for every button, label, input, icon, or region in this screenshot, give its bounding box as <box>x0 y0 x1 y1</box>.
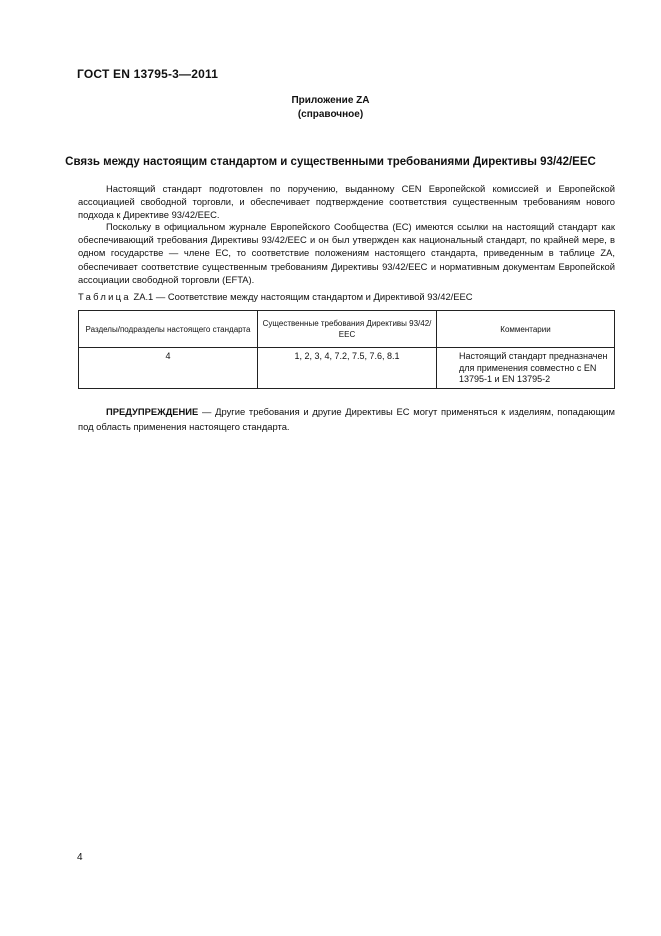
table-row <box>79 348 615 389</box>
document-header: ГОСТ EN 13795-3—2011 <box>77 67 219 81</box>
warning-label: ПРЕДУПРЕЖДЕНИЕ <box>106 406 199 417</box>
section-title: Связь между настоящим стандартом и существенными требованиями Директивы 93/42/ЕЕС <box>65 156 596 168</box>
warning-paragraph <box>78 405 615 434</box>
header-comments: Комментарии <box>437 311 615 348</box>
cell-comment: Настоящий стандарт предназначен для применения совместно с EN 13795-1 и EN 13795-2 <box>437 348 615 389</box>
paragraph-text: Поскольку в официальном журнале Европейского Сообщества (ЕС) имеются ссылки на настоящий стандарт как обеспечивающий требования Директивы 93/42/ЕЕС и он был утвержден как национальный стандарт, по крайней мере, в одном государстве — члене ЕС, то соответствие положениям настоящего стандарта, приведенным в таблице ZA, обеспечивает соответствие существенным требованиям Директивы 93/42/ЕЕС и нормативным документам Европейской ассоциации свободной торговли (EFTA). <box>78 221 615 285</box>
header-sections: Разделы/подразделы настоящего стандарта <box>79 311 258 348</box>
paragraph-text: Настоящий стандарт подготовлен по поручению, выданному CEN Европейской комиссией и Европейской ассоциацией свободной торговли, и обеспечивает подтверждение соответствия существенным требованиям нового подхода к Директиве 93/42/ЕЕС. <box>78 183 615 221</box>
warning-text: — Другие требования и другие Директивы ЕС могут применяться к изделиям, попадающим под область применения настоящего стандарта. <box>78 406 615 432</box>
paragraph-2 <box>78 220 615 286</box>
annex-title: Приложение ZA <box>291 95 370 106</box>
table-header-row <box>79 311 615 348</box>
annex-status: (справочное) <box>297 109 364 120</box>
cell-section: 4 <box>79 348 258 389</box>
table-caption <box>78 291 473 302</box>
header-requirements: Существенные требования Директивы 93/42/ЕЕС <box>258 311 437 348</box>
warning-note <box>78 405 615 434</box>
requirements-table <box>78 310 615 389</box>
table-caption-text: ZA.1 — Соответствие между настоящим стандартом и Директивой 93/42/ЕЕС <box>133 291 473 302</box>
cell-requirements: 1, 2, 3, 4, 7.2, 7.5, 7.6, 8.1 <box>258 348 437 389</box>
page-number: 4 <box>77 852 83 863</box>
paragraph-1 <box>78 182 615 222</box>
table-caption-label: Таблица <box>78 291 131 302</box>
